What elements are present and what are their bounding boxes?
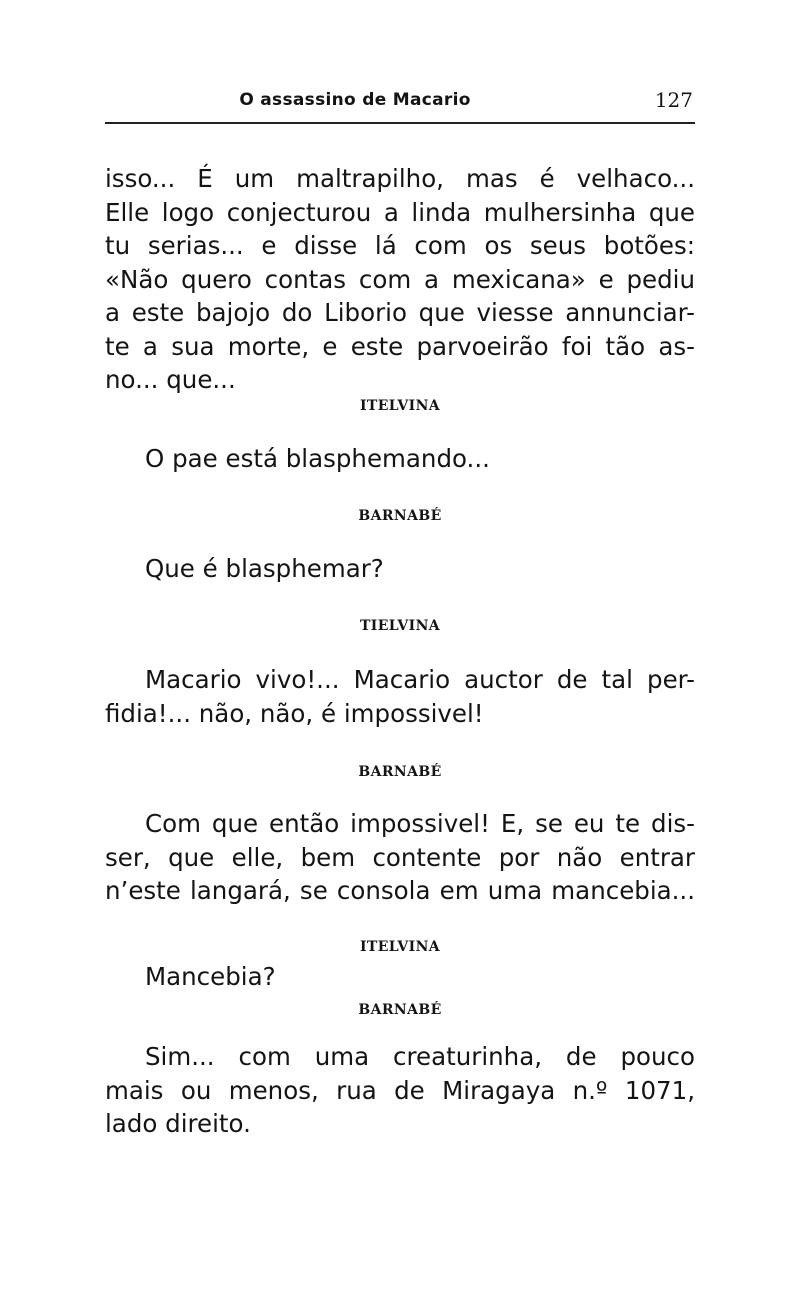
text-line: Que é blasphemar? [145,554,384,583]
speech-text [105,663,695,730]
text-line: mais ou menos, rua de Miragaya n.º 1071, [105,1075,695,1105]
speaker-name: TIELVINA [359,618,441,634]
speaker-name: ITELVINA [359,398,441,414]
text-line: tu serias... e disse lá com os seus botões: [105,231,695,260]
speaker-name: BARNABÉ [358,764,442,780]
text-line: «Não quero contas com a mexicana» e pediu [105,264,695,294]
text-line: Com que então impossivel! E, se eu te dis- [145,809,695,838]
text-line: ser, que elle, bem contente por não entrar [105,842,695,872]
text-line: fidia!... não, não, é impossivel! [105,698,484,728]
text-line: no... que... [105,365,236,394]
speech-text-continuation [105,162,695,397]
speech-text [105,1040,695,1141]
text-line: Sim... com uma creaturinha, de pouco [145,1042,695,1071]
running-header [105,88,695,114]
text-line: Elle logo conjecturou a linda mulhersinha que [105,197,695,227]
text-line: a este bajojo do Liborio que viesse annunciar- [105,298,695,327]
text-line: isso... É um maltrapilho, mas é velhaco... [105,164,695,193]
header-rule [105,122,695,124]
speech-text [105,552,695,586]
text-line: Mancebia? [145,962,276,991]
speaker-name: ITELVINA [359,939,441,955]
text-line: te a sua morte, e este parvoeirão foi tão as- [105,331,695,361]
running-title: O assassino de Macario [239,90,471,110]
speaker-name: BARNABÉ [358,1002,442,1018]
speech-text [105,960,695,994]
text-line: lado direito. [105,1109,251,1138]
page-number: 127 [654,88,693,112]
text-line: Macario vivo!... Macario auctor de tal per- [145,665,695,694]
speech-text [105,442,695,476]
text-line: n’este langará, se consola em uma mancebia... [105,876,695,905]
speech-text [105,807,695,908]
speaker-name: BARNABÉ [358,508,442,524]
text-line: O pae está blasphemando... [145,444,490,473]
